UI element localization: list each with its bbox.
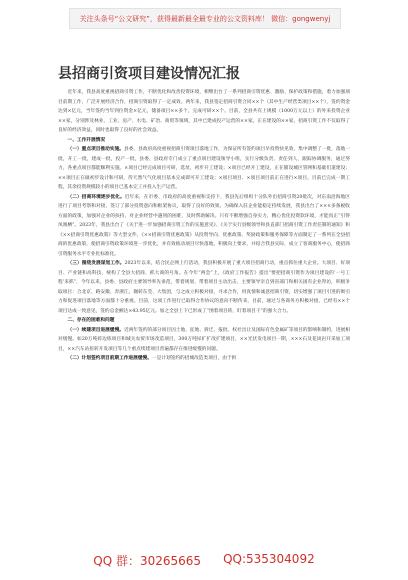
paragraph (58, 145, 350, 193)
paragraph-lead: （二）计划签约项目前期工作进展缓慢。 (67, 356, 152, 361)
paragraph (58, 88, 350, 136)
paragraph-text: 近年来，在市委、市政府的高度重视和支持下，我县先后组织十分队外出招商引资20批次，对东南沿海地区进行了项目考察和对接，签订了部分投资意向和框架协议，取得了良好的效果。为确保入驻企业能稳定持续发展，我县出台了×××多条税收方面的政策，加强对企业的扶持，对企业经营中遇到的困难，及时帮助解决。只有不断增强自身实力，精心优化投资软环境，才能真正“引得凤凰栖”。2023年，我县出台了《关于进一步加强招商引资工作的实施意见》、《关于实行县级领导和县直部门招商引资工作责任制的通知》和《××招商引资优惠政策》等大型文件，《××招商引资优惠政策》从投资导向、优惠政策、奖励政策和服务保障等方面制定了一系列在全县招商的优惠政策，使招商引资政策环境进一步优化，并有效推动项目尽快落地，积极向上要求，并结合我县实际，成立了客商服务中心，使招商引资服务水平专业化标准化。 (58, 194, 350, 257)
paragraph (58, 354, 350, 364)
paragraph-text: 2023年以来，结合民企网上行活动，我县积极开展了重大项目招商行动，重点抓住重大企业。大项目、好项目、产业链和高科技，统构了全县大招商、抓大商的号角。在今年“两会”上，《政府工作报告》提出“要把招商引资作为项目建设的‘一号工程’来抓”，今年以来，县委、县政府主要领导率先垂范，带着规划、带着项目主动出击，主要领导亲自到省部门和相关国有企业拜访，积极争取项目：合北京、路安徽、奔浙江，辗转东莞、大集团，与之成立积极对接，寻求合作，用真情和诚意招商引资，切实增强了项目引进的吸引力和促进项目落地等方面都十分重视。目前，这项工作进行已取得合作协议的意向不断传来，目前，通过与各商务方积极对接，已经有××个项目达成一致意见，签约总金额达×43.95亿元。加之全县上下已形成了“围着项目转，盯着项目干”的强大合力。 (58, 261, 350, 314)
paragraph-text: 县委、县政府高度重视招商引资项目落地工作，为保证所有签约项目早投资快见效，集中调整了一批，落地一批，开工一批，建成一批，投产一批，县委、县政府专门成立了重点项目建设领导小组，实行分级负责、责任到人，跟踪协调服务，通过努力，各重点项目都能顺利实施。×项目已经完成项目可研，选址，初步开工建设；×项目已经开工建设，正在铺设城区管网和基础们道建设；××项目正在做初步设计和可研，待天然气气化项目基本完成即可开工建设；×项目项目、×项目项目前正在进行×项目。目前已完成一期工程，其余投资规模较小的项目已基本完工并投入生产运营。 (58, 147, 350, 190)
top-promo-banner: 关注头条号“公文研究”，获得最新最全最专业的公文资料库！ 微信：gongwenyj (69, 8, 341, 29)
paragraph (58, 259, 350, 316)
paragraph-lead: （一）重点项目推动实施。 (67, 147, 124, 152)
qq-group-text: QQ 群：30265665 (93, 554, 202, 568)
paragraph (58, 326, 350, 355)
paragraph-lead: （一）续建项目进展缓慢。 (67, 327, 124, 333)
footer-contact (0, 552, 408, 569)
paragraph-text: 一是计划签约的招城改造类项目，由于拆 (151, 356, 237, 361)
section-heading-text: 二、存在的困难和问题 (67, 318, 115, 323)
section-heading (58, 136, 350, 146)
page-title: 县招商引资项目建设情况汇报 (58, 66, 240, 82)
paragraph-lead: （三）围绕发展谋划工作。 (67, 261, 125, 266)
paragraph (58, 193, 350, 260)
section-heading-text: 一、工作开展情况 (67, 137, 106, 143)
section-heading (58, 316, 350, 326)
paragraph-text: 近两年签约的部分项目因土地、征地、拆迁、报批、权社出让及国际有色金属矿等项目的影响和制约，进展相对缓慢。如20万吨碎边炼项目和城关农贸市场改造项目，300万吨尿扩扩改扩建项目，××光伏发电项目一期，×××石及花岗岩开采加工项目，××汽车站扭转开发项目等几个重点续建项目普遍都存在推进缓慢的问题。 (58, 327, 350, 352)
paragraph-lead: （二）招商环境逐步优化。 (67, 194, 125, 200)
document-body (58, 88, 350, 364)
qq-number-text: QQ:535304092 (223, 552, 315, 566)
paragraph-text: 近年来，我县高度重视招商引资工作，不断优化和改善投资环境，相继出台了一系列招商引资优惠、激励、保护政策和措施，着力加强项目前期工作，广泛开展经济合作，招商引资取得了一定成效。两年来，我县签定招商引资合同××个（其中生产经营类项目××个），签约资金达到×亿元，当年签约当年到位资金×亿元，储备项目××多个，完成可研××个。目前，全县共有上规模（1000万元以上）的外来投资企业××家，分别涉及林业、工业、房产、水电、矿冶、商贸等领域，其中已建成投产运营的××家，正在建设的××家，招商引资工作不仅取得了良好的经济效益，同时也取得了良好的社会效益。 (58, 90, 350, 133)
